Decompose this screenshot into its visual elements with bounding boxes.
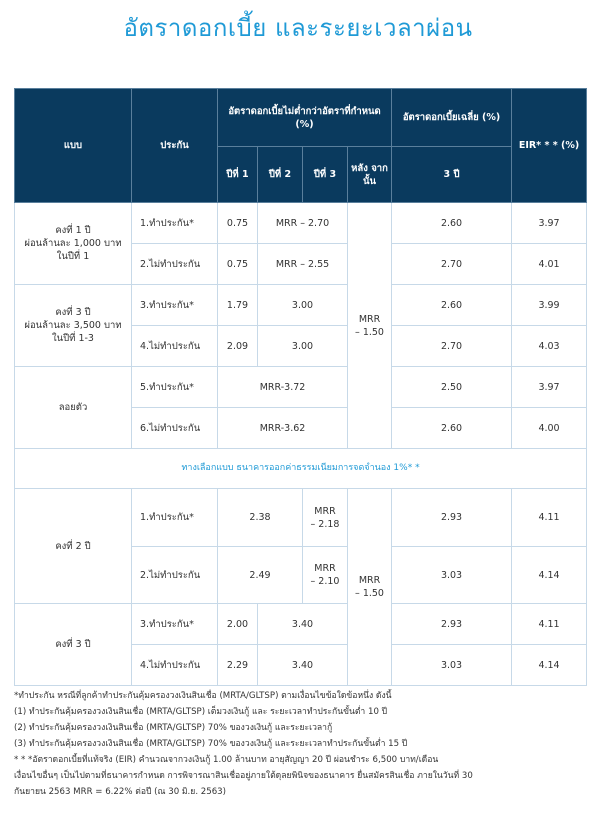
header-insurance: ประกัน: [132, 89, 218, 203]
table-row: [15, 489, 587, 547]
header-year-3: ปีที่ 3: [303, 147, 348, 203]
eir-value: 4.14: [512, 645, 587, 686]
average-rate: 2.60: [392, 285, 512, 326]
year-1-rate: 1.79: [218, 285, 258, 326]
floating-rate: MRR-3.72: [218, 367, 348, 408]
average-rate: 2.70: [392, 326, 512, 367]
insurance-cell: 4.ไม่ทำประกัน: [132, 645, 218, 686]
year-2-3-rate: 3.40: [258, 604, 348, 645]
after-rate: MRR – 1.50: [348, 203, 392, 449]
table-row: [15, 203, 587, 244]
eir-value: 3.99: [512, 285, 587, 326]
average-rate: 2.60: [392, 203, 512, 244]
option-note: ทางเลือกแบบ ธนาคารออกค่าธรรมเนียมการจดจำนอง 1%* *: [15, 449, 587, 489]
year-1-rate: 2.00: [218, 604, 258, 645]
interest-rate-table: [14, 88, 587, 686]
header-fixed-rate: อัตราดอกเบี้ยไม่ต่ำกว่าอัตราที่กำหนด (%): [218, 89, 392, 147]
year-2-3-rate: MRR – 2.70: [258, 203, 348, 244]
footnote-line: (2) ทำประกันคุ้มครองวงเงินสินเชื่อ (MRTA/GLTSP) 70% ของวงเงินกู้ และระยะเวลากู้: [14, 723, 333, 733]
footnote-line: *ทำประกัน หรณีที่ลูกค้าทำประกันคุ้มครองวงเงินสินเชื่อ (MRTA/GLTSP) ตามเงื่อนไขข้อใดข้อหนึ่ง ดังนี้: [14, 691, 392, 701]
year-1-rate: 0.75: [218, 203, 258, 244]
year-1-2-rate: 2.49: [218, 547, 303, 604]
type-floating: ลอยตัว: [15, 367, 132, 449]
header-type: แบบ: [15, 89, 132, 203]
year-3-rate: MRR – 2.18: [303, 489, 348, 547]
header-eir: EIR* * * (%): [512, 89, 587, 203]
average-rate: 2.60: [392, 408, 512, 449]
header-avg-3-years: 3 ปี: [392, 147, 512, 203]
average-rate: 2.93: [392, 489, 512, 547]
eir-value: 4.01: [512, 244, 587, 285]
eir-value: 3.97: [512, 367, 587, 408]
eir-value: 4.11: [512, 489, 587, 547]
footnote-line: (1) ทำประกันคุ้มครองวงเงินสินเชื่อ (MRTA/GLTSP) เต็มวงเงินกู้ และ ระยะเวลาทำประกันขั้นต่ำ 10 ปี: [14, 707, 388, 717]
floating-rate: MRR-3.62: [218, 408, 348, 449]
table-row: [15, 604, 587, 645]
eir-value: 4.03: [512, 326, 587, 367]
insurance-cell: 6.ไม่ทำประกัน: [132, 408, 218, 449]
insurance-cell: 1.ทำประกัน*: [132, 203, 218, 244]
type-fixed-2-years: คงที่ 2 ปี: [15, 489, 132, 604]
page-title: อัตราดอกเบี้ย และระยะเวลาผ่อน: [123, 14, 473, 42]
eir-value: 4.00: [512, 408, 587, 449]
eir-value: 4.14: [512, 547, 587, 604]
year-1-rate: 2.09: [218, 326, 258, 367]
insurance-cell: 1.ทำประกัน*: [132, 489, 218, 547]
footnotes: [14, 688, 580, 800]
footnote-line: * * *อัตราดอกเบี้ยที่แท้จริง (EIR) คำนวณจากวงเงินกู้ 1.00 ล้านบาท อายุสัญญา 20 ปี ผ่อนชำระ 6,500 บาท/เดือน: [14, 755, 439, 765]
insurance-cell: 2.ไม่ทำประกัน: [132, 244, 218, 285]
year-2-3-rate: MRR – 2.55: [258, 244, 348, 285]
average-rate: 3.03: [392, 547, 512, 604]
average-rate: 2.50: [392, 367, 512, 408]
type-fixed-3-years: คงที่ 3 ปี ผ่อนล้านละ 3,500 บาท ในปีที่ 1-3: [15, 285, 132, 367]
after-rate: MRR – 1.50: [348, 489, 392, 686]
eir-value: 4.11: [512, 604, 587, 645]
type-fixed-1-year: คงที่ 1 ปี ผ่อนล้านละ 1,000 บาท ในปีที่ 1: [15, 203, 132, 285]
insurance-cell: 3.ทำประกัน*: [132, 285, 218, 326]
header-year-1: ปีที่ 1: [218, 147, 258, 203]
footnote-line: (3) ทำประกันคุ้มครองวงเงินสินเชื่อ (MRTA/GLTSP) 70% ของวงเงินกู้ และระยะเวลาทำประกันขั้นต่ำ 15 ปี: [14, 739, 408, 749]
year-2-3-rate: 3.00: [258, 326, 348, 367]
insurance-cell: 5.ทำประกัน*: [132, 367, 218, 408]
year-1-2-rate: 2.38: [218, 489, 303, 547]
insurance-cell: 3.ทำประกัน*: [132, 604, 218, 645]
header-average-rate: อัตราดอกเบี้ยเฉลี่ย (%): [392, 89, 512, 147]
average-rate: 2.70: [392, 244, 512, 285]
footnote-line: เงื่อนไขอื่นๆ เป็นไปตามที่ธนาคารกำหนด การพิจารณาสินเชื่ออยู่ภายใต้ดุลยพินิจของธนาคาร ยื่นสมัครสินเชื่อ ภายในวันที่ 30: [14, 771, 473, 781]
year-3-rate: MRR – 2.10: [303, 547, 348, 604]
table-row: [15, 285, 587, 326]
header-after: หลัง จากนั้น: [348, 147, 392, 203]
type-fixed-3-years-option: คงที่ 3 ปี: [15, 604, 132, 686]
header-year-2: ปีที่ 2: [258, 147, 303, 203]
year-2-3-rate: 3.00: [258, 285, 348, 326]
year-1-rate: 2.29: [218, 645, 258, 686]
insurance-cell: 2.ไม่ทำประกัน: [132, 547, 218, 604]
eir-value: 3.97: [512, 203, 587, 244]
insurance-cell: 4.ไม่ทำประกัน: [132, 326, 218, 367]
year-2-3-rate: 3.40: [258, 645, 348, 686]
footnote-line: กันยายน 2563 MRR = 6.22% ต่อปี (ณ 30 มิ.ย. 2563): [14, 787, 227, 797]
year-1-rate: 0.75: [218, 244, 258, 285]
average-rate: 3.03: [392, 645, 512, 686]
average-rate: 2.93: [392, 604, 512, 645]
table-row: [15, 367, 587, 408]
